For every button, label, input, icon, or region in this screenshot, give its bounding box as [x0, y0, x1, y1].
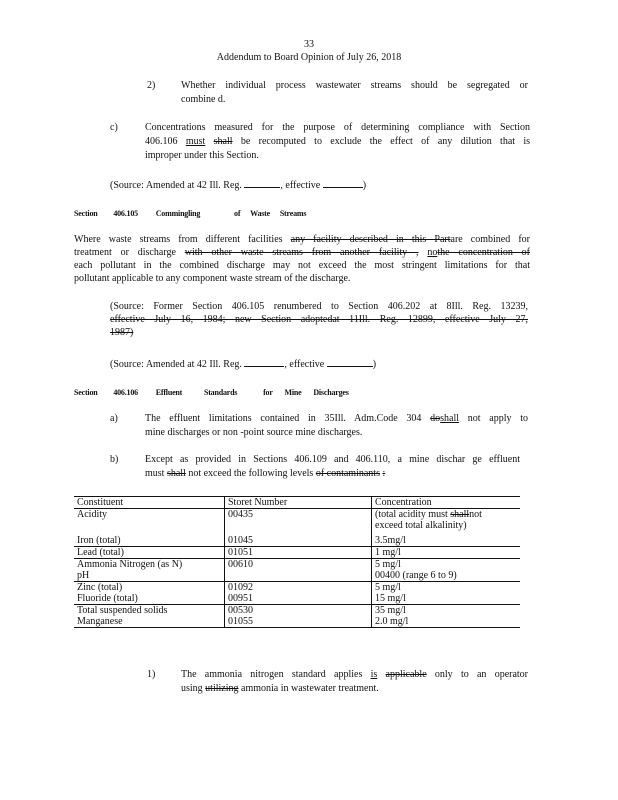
table-row: Total suspended solids 00530 35 mg/l — [74, 605, 520, 617]
item2-line1: Whether individual process wastewater streams should be segregated or — [181, 80, 528, 91]
item2-marker: 2) — [147, 80, 156, 91]
itemc-inserted-must: must — [185, 136, 206, 147]
header-constituent: Constituent — [74, 497, 225, 509]
item1-line2: using utilizing ammonia in wastewater treatment. — [181, 683, 379, 694]
itemb-line2: must shall not exceed the following levels of contaminants : — [145, 468, 386, 479]
effluent-standards-table — [74, 496, 520, 628]
itemb-marker: b) — [110, 454, 119, 465]
para-405-line2: treatment or discharge with other waste streams from another facility , nothe concentration of — [74, 247, 531, 258]
itemc-line1: Concentrations measured for the purpose of determining compliance with Section — [145, 122, 530, 133]
blank-line — [244, 356, 284, 367]
table-row: Ammonia Nitrogen (as N) 00610 5 mg/l — [74, 559, 520, 571]
table-row: Manganese 01055 2.0 mg/l — [74, 616, 520, 628]
item1-marker: 1) — [147, 669, 156, 680]
page-title: Addendum to Board Opinion of July 26, 2018 — [216, 52, 402, 63]
table-row: Fluoride (total) 00951 15 mg/l — [74, 593, 520, 605]
header-concentration: Concentration — [372, 497, 521, 509]
itemc-line2: 406.106 must shall be recomputed to exclude the effect of any dilution that is — [145, 136, 531, 147]
source-note-2-line3: 1987) — [110, 327, 134, 338]
itemc-line3: improper under this Section. — [145, 150, 259, 161]
page-number: 33 — [304, 39, 314, 50]
header-storet: Storet Number — [225, 497, 372, 509]
item1-line1: The ammonia nitrogen standard applies is applicable only to an operator — [181, 669, 529, 680]
itemb-line1: Except as provided in Sections 406.109 and 406.110, a mine dischar ge effluent — [145, 454, 520, 465]
item2-line2: combine d. — [181, 94, 226, 105]
table-row: Zinc (total) 01092 5 mg/l — [74, 582, 520, 594]
itemc-deleted-shall: shall — [213, 136, 233, 147]
table-header-row — [74, 497, 520, 509]
source-note-2-line2: effective July 16, 1984; new Section adoptedat 11Ill. Reg. 12899, effective July 27, — [110, 314, 528, 325]
source-note-3: (Source: Amended at 42 Ill. Reg. , effective ) — [110, 356, 376, 371]
table-row: Acidity 00435 (total acidity must shallnot exceed total alkalinity) — [74, 509, 520, 536]
blank-line — [327, 356, 373, 367]
table-row: pH 00400 (range 6 to 9) — [74, 570, 520, 582]
blank-line — [323, 177, 363, 188]
section-heading-406-105: Section 406.105 Commingling of Waste Streams — [74, 209, 307, 218]
source-note-2-line1: (Source: Former Section 406.105 renumbered to Section 406.202 at 8Ill. Reg. 13239, — [110, 301, 528, 312]
para-405-line1: Where waste streams from different facilities any facility described in this Partare combined for — [74, 234, 530, 245]
itema-line1: The effluent limitations contained in 35Ill. Adm.Code 304 doshall not apply to — [145, 413, 529, 424]
table-row: Lead (total) 01051 1 mg/l — [74, 547, 520, 559]
para-405-line4: pollutant applicable to any component waste stream of the discharge. — [74, 273, 351, 284]
source-note-1: (Source: Amended at 42 Ill. Reg. , effective ) — [110, 177, 366, 192]
table-row: Iron (total) 01045 3.5mg/l — [74, 535, 520, 547]
section-heading-406-106: Section 406.106 Effluent Standards for Mine Discharges — [74, 388, 349, 397]
itemc-marker: c) — [110, 122, 118, 133]
itema-line2: mine discharges or non -point source mine discharges. — [145, 427, 363, 438]
blank-line — [244, 177, 280, 188]
itema-marker: a) — [110, 413, 118, 424]
para-405-line3: each pollutant in the combined discharge may not exceed the most stringent limitations for that — [74, 260, 530, 271]
